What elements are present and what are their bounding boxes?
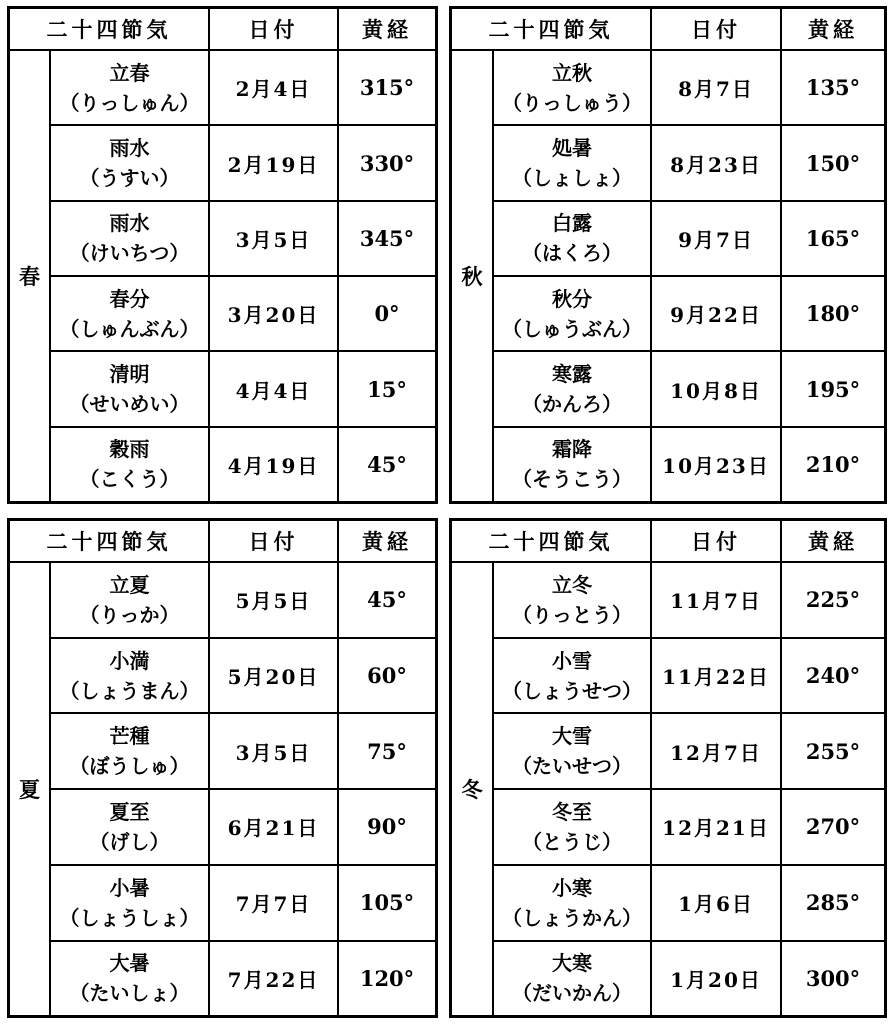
table-row: [452, 427, 884, 501]
header-date: 日付: [209, 521, 338, 562]
spring-table-panel: [7, 6, 438, 504]
date-cell: 4月4日: [209, 351, 338, 426]
longitude-cell: 135°: [781, 50, 884, 125]
sekki-name-cell: [493, 789, 651, 865]
season-label: 冬: [452, 562, 493, 1015]
sekki-name-cell: [50, 125, 209, 200]
table-row: [10, 789, 435, 865]
sekki-name: 雨水: [109, 211, 150, 236]
date-cell: 5月20日: [209, 638, 338, 714]
season-label: 春: [10, 50, 50, 501]
table-header-row: [10, 9, 435, 50]
table-row: [452, 713, 884, 789]
table-row: [452, 276, 884, 351]
sekki-reading: （たいしょ）: [69, 981, 190, 1006]
longitude-cell: 330°: [338, 125, 435, 200]
table-row: [452, 50, 884, 125]
longitude-cell: 225°: [781, 562, 884, 638]
date-cell: 6月21日: [209, 789, 338, 865]
sekki-reading: （しょうせつ）: [502, 678, 642, 703]
date-cell: 7月22日: [209, 941, 338, 1015]
date-cell: 5月5日: [209, 562, 338, 638]
date-cell: 1月20日: [651, 941, 781, 1015]
sekki-name-cell: [50, 50, 209, 125]
header-longitude: 黄経: [781, 521, 884, 562]
longitude-cell: 255°: [781, 713, 884, 789]
sekki-name: 白露: [552, 211, 592, 236]
sekki-name: 小満: [109, 648, 150, 673]
autumn-table-panel: [449, 6, 887, 504]
sekki-reading: （うすい）: [79, 166, 180, 191]
longitude-cell: 270°: [781, 789, 884, 865]
sekki-name-cell: [493, 638, 651, 714]
sekki-name-cell: [493, 865, 651, 941]
sekki-name-cell: [50, 562, 209, 638]
table-row: [452, 201, 884, 276]
sekki-name: 小暑: [109, 875, 150, 900]
date-cell: 12月7日: [651, 713, 781, 789]
sekki-reading: （けいちつ）: [69, 241, 190, 266]
sekki-reading: （りっしゅう）: [502, 90, 642, 115]
sekki-name-cell: [50, 865, 209, 941]
longitude-cell: 315°: [338, 50, 435, 125]
sekki-reading: （しゅんぶん）: [59, 316, 200, 341]
longitude-cell: 165°: [781, 201, 884, 276]
winter-table: [452, 521, 884, 1015]
date-cell: 10月23日: [651, 427, 781, 501]
date-cell: 11月22日: [651, 638, 781, 714]
header-longitude: 黄経: [338, 521, 435, 562]
table-header-row: [10, 521, 435, 562]
sekki-name-cell: [493, 125, 651, 200]
longitude-cell: 195°: [781, 351, 884, 426]
sekki-reading: （はくろ）: [522, 241, 622, 266]
sekki-name-cell: [493, 50, 651, 125]
sekki-name-cell: [493, 201, 651, 276]
table-header-row: [452, 521, 884, 562]
sekki-name-cell: [493, 713, 651, 789]
longitude-cell: 60°: [338, 638, 435, 714]
sekki-name: 清明: [109, 362, 150, 387]
longitude-cell: 210°: [781, 427, 884, 501]
longitude-cell: 45°: [338, 427, 435, 501]
season-label: 夏: [10, 562, 50, 1015]
sekki-name-cell: [50, 351, 209, 426]
table-row: [452, 125, 884, 200]
header-sekki: 二十四節気: [452, 9, 651, 50]
header-date: 日付: [651, 521, 781, 562]
sekki-name-cell: [493, 941, 651, 1015]
sekki-reading: （りっか）: [79, 602, 180, 627]
sekki-name: 小雪: [552, 648, 592, 673]
date-cell: 9月22日: [651, 276, 781, 351]
date-cell: 3月5日: [209, 201, 338, 276]
date-cell: 9月7日: [651, 201, 781, 276]
table-row: [452, 789, 884, 865]
sekki-reading: （げし）: [89, 829, 170, 854]
longitude-cell: 120°: [338, 941, 435, 1015]
longitude-cell: 45°: [338, 562, 435, 638]
table-row: [452, 941, 884, 1015]
sekki-name: 大雪: [552, 724, 592, 749]
sekki-reading: （しょうまん）: [59, 678, 200, 703]
sekki-name-cell: [50, 638, 209, 714]
autumn-table: [452, 9, 884, 501]
header-longitude: 黄経: [338, 9, 435, 50]
sekki-name: 寒露: [552, 362, 592, 387]
sekki-name: 冬至: [552, 799, 592, 824]
longitude-cell: 180°: [781, 276, 884, 351]
sekki-name-cell: [493, 351, 651, 426]
sekki-reading: （りっとう）: [512, 602, 632, 627]
header-longitude: 黄経: [781, 9, 884, 50]
longitude-cell: 240°: [781, 638, 884, 714]
table-header-row: [452, 9, 884, 50]
table-row: [10, 201, 435, 276]
sekki-reading: （せいめい）: [69, 392, 190, 417]
date-cell: 7月7日: [209, 865, 338, 941]
table-row: [452, 865, 884, 941]
sekki-name: 芒種: [109, 724, 150, 749]
longitude-cell: 300°: [781, 941, 884, 1015]
summer-table-panel: [7, 518, 438, 1018]
longitude-cell: 15°: [338, 351, 435, 426]
table-row: [10, 125, 435, 200]
table-row: [452, 562, 884, 638]
sekki-reading: （りっしゅん）: [59, 90, 200, 115]
sekki-name: 霜降: [552, 437, 592, 462]
winter-table-panel: [449, 518, 887, 1018]
sekki-name-cell: [50, 201, 209, 276]
sekki-name: 春分: [109, 286, 150, 311]
sekki-reading: （ぼうしゅ）: [69, 754, 190, 779]
sekki-name: 夏至: [109, 799, 150, 824]
sekki-reading: （たいせつ）: [512, 754, 632, 779]
date-cell: 8月7日: [651, 50, 781, 125]
sekki-name: 小寒: [552, 875, 592, 900]
date-cell: 2月4日: [209, 50, 338, 125]
table-row: [452, 638, 884, 714]
sekki-reading: （しょうかん）: [502, 905, 642, 930]
header-sekki: 二十四節気: [10, 521, 209, 562]
date-cell: 10月8日: [651, 351, 781, 426]
sekki-name: 処暑: [552, 136, 592, 161]
sekki-name: 大寒: [552, 951, 592, 976]
date-cell: 12月21日: [651, 789, 781, 865]
date-cell: 8月23日: [651, 125, 781, 200]
longitude-cell: 345°: [338, 201, 435, 276]
sekki-name-cell: [50, 276, 209, 351]
date-cell: 3月20日: [209, 276, 338, 351]
header-date: 日付: [209, 9, 338, 50]
header-sekki: 二十四節気: [10, 9, 209, 50]
longitude-cell: 75°: [338, 713, 435, 789]
season-label: 秋: [452, 50, 493, 501]
sekki-name: 立秋: [552, 60, 592, 85]
summer-table: [10, 521, 435, 1015]
date-cell: 11月7日: [651, 562, 781, 638]
table-row: [10, 562, 435, 638]
table-row: [10, 50, 435, 125]
sekki-name: 立夏: [109, 572, 150, 597]
longitude-cell: 150°: [781, 125, 884, 200]
sekki-name-cell: [493, 427, 651, 501]
sekki-name-cell: [50, 427, 209, 501]
longitude-cell: 90°: [338, 789, 435, 865]
sekki-reading: （しょうしょ）: [59, 905, 200, 930]
date-cell: 1月6日: [651, 865, 781, 941]
table-row: [10, 351, 435, 426]
sekki-reading: （こくう）: [79, 467, 180, 492]
date-cell: 4月19日: [209, 427, 338, 501]
sekki-reading: （しょしょ）: [512, 166, 632, 191]
date-cell: 3月5日: [209, 713, 338, 789]
sekki-reading: （しゅうぶん）: [502, 316, 642, 341]
table-row: [10, 638, 435, 714]
sekki-name-cell: [50, 941, 209, 1015]
sekki-reading: （だいかん）: [512, 981, 632, 1006]
header-date: 日付: [651, 9, 781, 50]
sekki-reading: （とうじ）: [522, 829, 622, 854]
sekki-name-cell: [493, 562, 651, 638]
table-row: [10, 941, 435, 1015]
sekki-name: 立春: [109, 60, 150, 85]
sekki-name: 雨水: [109, 136, 150, 161]
sekki-name-cell: [50, 789, 209, 865]
table-row: [10, 276, 435, 351]
sekki-reading: （かんろ）: [522, 392, 622, 417]
table-row: [10, 427, 435, 501]
longitude-cell: 285°: [781, 865, 884, 941]
date-cell: 2月19日: [209, 125, 338, 200]
table-row: [10, 865, 435, 941]
sekki-name: 穀雨: [109, 437, 150, 462]
longitude-cell: 0°: [338, 276, 435, 351]
header-sekki: 二十四節気: [452, 521, 651, 562]
sekki-name: 秋分: [552, 286, 592, 311]
sekki-name-cell: [493, 276, 651, 351]
longitude-cell: 105°: [338, 865, 435, 941]
spring-table: [10, 9, 435, 501]
sekki-name-cell: [50, 713, 209, 789]
table-row: [452, 351, 884, 426]
sekki-name: 大暑: [109, 951, 150, 976]
table-row: [10, 713, 435, 789]
sekki-reading: （そうこう）: [512, 467, 632, 492]
sekki-name: 立冬: [552, 572, 592, 597]
